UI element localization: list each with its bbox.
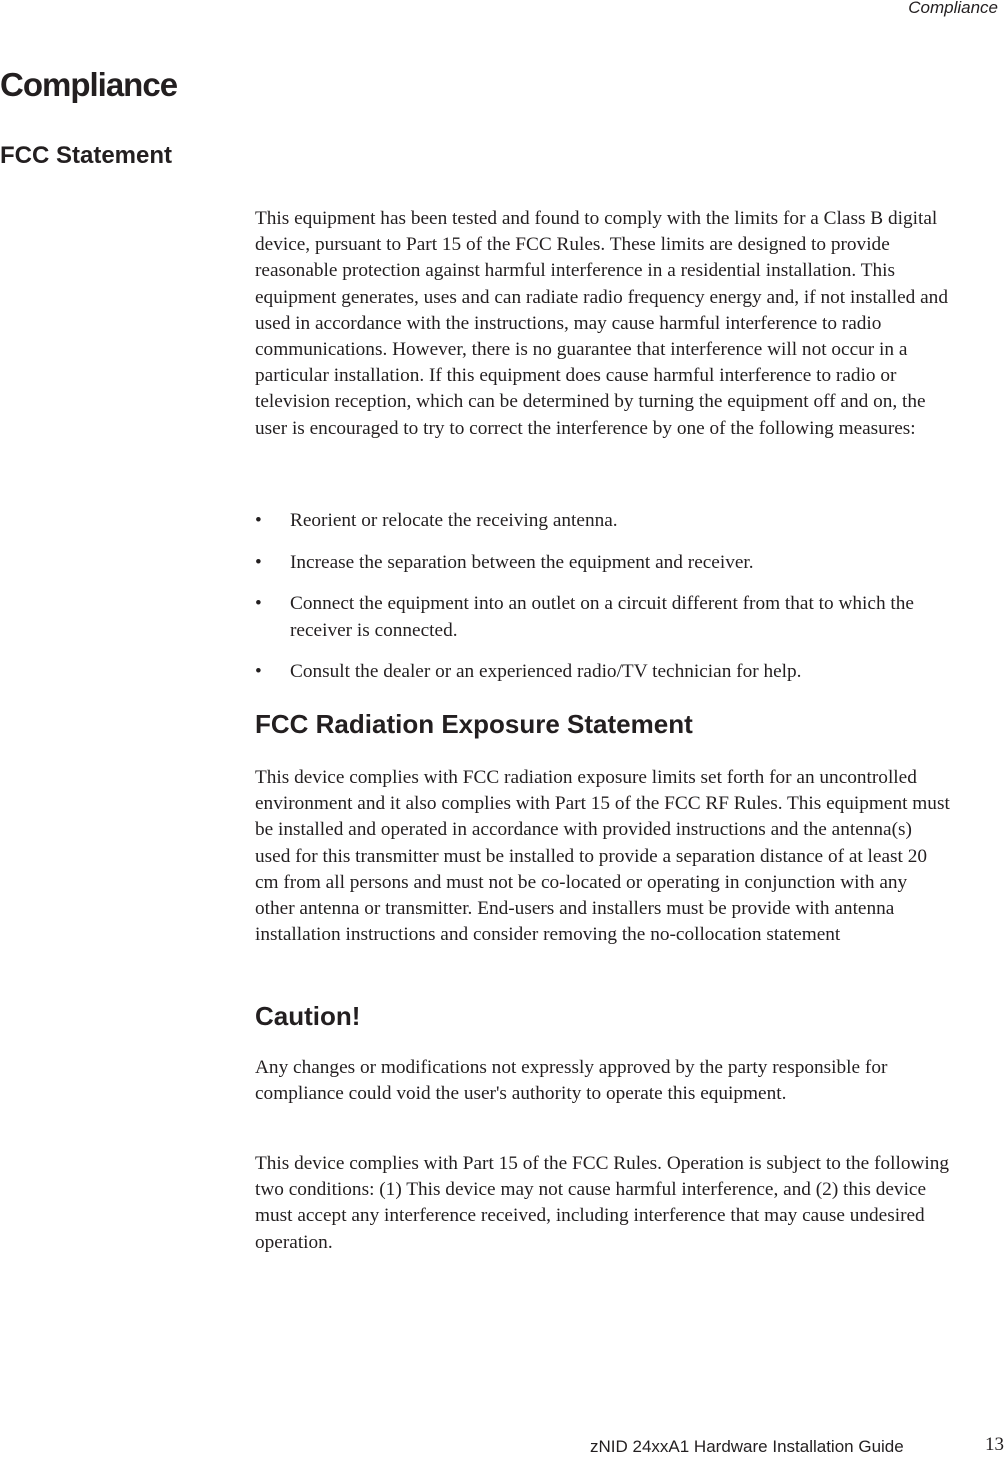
list-item-text: Consult the dealer or an experienced radio/TV technician for help. [290, 661, 802, 683]
fcc-statement-heading: FCC Statement [0, 142, 173, 169]
caution-paragraph-1: Any changes or modifications not expressly approved by the party responsible for compliance could void the user's authority to operate this equipment. [255, 1057, 888, 1105]
radiation-exposure-paragraph: This device complies with FCC radiation exposure limits set forth for an uncontrolled environment and it also complies with Part 15 of the FCC RF Rules. This equipment must be installed and operated in accordance with provided instructions and the antenna(s) used for this transmitter must be installed to provide a separation distance of at least 20 cm from all persons and must not be co-located or operating in conjunction with any other antenna or transmitter. End-users and installers must be provide with antenna installation instructions and consider removing the no-collocation statement [255, 767, 950, 946]
list-item-text: Increase the separation between the equipment and receiver. [290, 551, 754, 573]
list-item-text: Connect the equipment into an outlet on a circuit different from that to which the receiver is connected. [290, 593, 914, 641]
caution-heading: Caution! [255, 1001, 361, 1031]
caution-paragraph-2: This device complies with Part 15 of the FCC Rules. Operation is subject to the following two conditions: (1) This device may not cause harmful interference, and (2) this device must accept any interference received, including interference that may cause undesired operation. [255, 1153, 950, 1253]
bullet-icon: • [255, 551, 262, 573]
bullet-icon: • [255, 661, 262, 683]
footer-guide-title: zNID 24xxA1 Hardware Installation Guide [590, 1437, 904, 1456]
list-item [255, 550, 950, 576]
list-item [255, 591, 950, 643]
running-head: Compliance [908, 0, 998, 17]
measures-list [255, 508, 950, 701]
chapter-title: Compliance [0, 66, 178, 103]
bullet-icon: • [255, 593, 262, 615]
radiation-exposure-heading: FCC Radiation Exposure Statement [255, 709, 693, 739]
bullet-icon: • [255, 510, 262, 531]
list-item [255, 508, 950, 534]
list-item-text: Reorient or relocate the receiving antenna. [290, 510, 618, 531]
list-item [255, 659, 950, 685]
page-number: 13 [985, 1434, 1004, 1455]
fcc-statement-paragraph: This equipment has been tested and found to comply with the limits for a Class B digital device, pursuant to Part 15 of the FCC Rules. These limits are designed to provide reasonable protection against harmful interference in a residential installation. This equipment generates, uses and can radiate radio frequency energy and, if not installed and used in accordance with the instructions, may cause harmful interference to radio communications. However, there is no guarantee that interference will not occur in a particular installation. If this equipment does cause harmful interference to radio or television reception, which can be determined by turning the equipment off and on, the user is encouraged to try to correct the interference by one of the following measures: [255, 208, 948, 439]
